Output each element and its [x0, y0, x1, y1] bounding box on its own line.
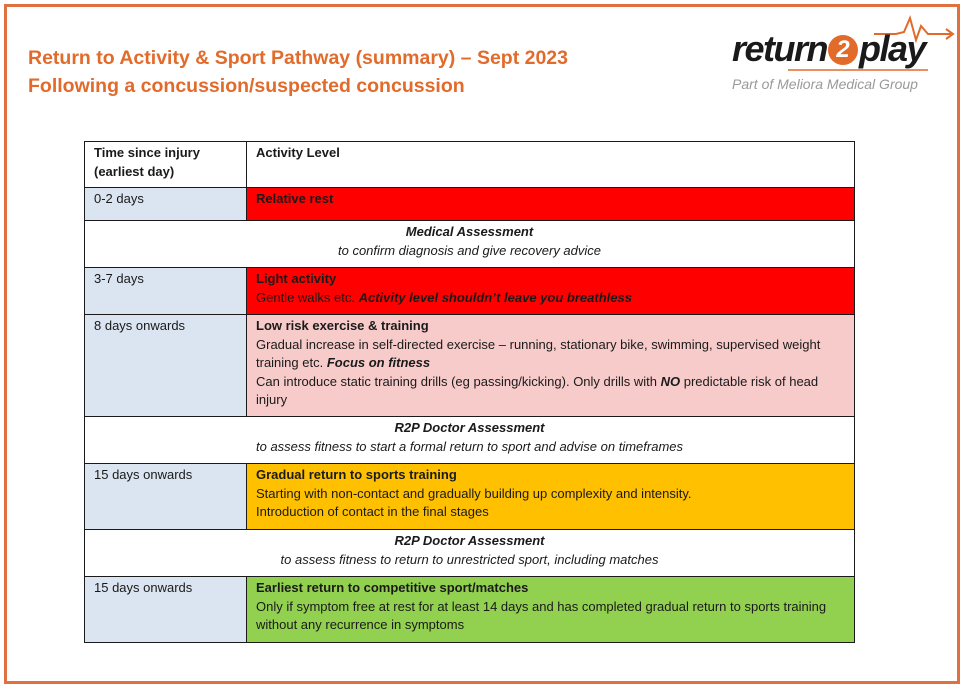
activity-description-2: Introduction of contact in the final stages — [256, 504, 489, 519]
activity-description-1: Gradual increase in self-directed exercise – running, stationary bike, swimming, supervised weight training etc. Focus on fitness — [256, 336, 821, 370]
title-line-1: Return to Activity & Sport Pathway (summary) – Sept 2023 — [28, 47, 569, 69]
activity-title: Relative rest — [256, 191, 334, 206]
logo-two-badge: 2 — [828, 35, 858, 65]
assessment-title: R2P Doctor Assessment — [394, 420, 545, 435]
activity-emphasis: Focus on fitness — [326, 355, 431, 370]
header-time-since-injury — [85, 142, 247, 188]
activity-description: Only if symptom free at rest for at least 14 days and has completed gradual return to sports training without any recurrence in symptoms — [256, 598, 827, 632]
time-cell: 3-7 days — [85, 268, 247, 315]
activity-emphasis: Activity level shouldn’t leave you breathless — [358, 289, 632, 305]
activity-cell-low-risk — [247, 315, 855, 417]
r2p-assessment-cell-2 — [85, 530, 855, 577]
activity-title: Earliest return to competitive sport/matches — [256, 580, 529, 595]
time-cell: 8 days onwards — [85, 315, 247, 417]
time-cell: 15 days onwards — [85, 577, 247, 643]
activity-title: Low risk exercise & training — [256, 318, 429, 333]
page-title — [28, 44, 568, 100]
logo-tagline: Part of Meliora Medical Group — [732, 76, 918, 92]
activity-cell-relative-rest — [247, 188, 855, 221]
table-row — [85, 577, 855, 643]
activity-cell-gradual-return — [247, 464, 855, 530]
activity-title: Gradual return to sports training — [256, 467, 457, 482]
table-row — [85, 188, 855, 221]
activity-cell-competitive — [247, 577, 855, 643]
return2play-logo — [728, 12, 960, 96]
activity-description-2: Can introduce static training drills (eg passing/kicking). Only drills with NO predictable risk of head injury — [256, 373, 819, 407]
assessment-subtitle: to assess fitness to return to unrestricted sport, including matches — [280, 551, 659, 567]
table-header-row — [85, 142, 855, 188]
assessment-row — [85, 530, 855, 577]
activity-description-1: Starting with non-contact and gradually building up complexity and intensity. — [256, 485, 692, 501]
assessment-title: Medical Assessment — [405, 224, 534, 239]
assessment-row — [85, 221, 855, 268]
table-row — [85, 464, 855, 530]
table-row — [85, 268, 855, 315]
activity-cell-light-activity — [247, 268, 855, 315]
assessment-row — [85, 417, 855, 464]
pathway-table — [84, 141, 855, 643]
time-cell: 0-2 days — [85, 188, 247, 221]
medical-assessment-cell — [85, 221, 855, 268]
assessment-subtitle: to assess fitness to start a formal return to sport and advise on timeframes — [255, 438, 684, 454]
logo-wordmark: return 2 play — [732, 28, 926, 69]
activity-description: Gentle walks etc. Activity level shouldn’t leave you breathless — [256, 289, 632, 305]
assessment-title: R2P Doctor Assessment — [394, 533, 545, 548]
assessment-subtitle: to confirm diagnosis and give recovery advice — [337, 242, 602, 258]
header-time-text: Time since injury (earliest day) — [94, 145, 200, 179]
header-activity-level: Activity Level — [247, 142, 855, 188]
r2p-assessment-cell-1 — [85, 417, 855, 464]
title-line-2: Following a concussion/suspected concussion — [28, 75, 465, 97]
activity-emphasis-no: NO — [660, 373, 681, 389]
time-cell: 15 days onwards — [85, 464, 247, 530]
table-row — [85, 315, 855, 417]
activity-title: Light activity — [256, 271, 337, 286]
